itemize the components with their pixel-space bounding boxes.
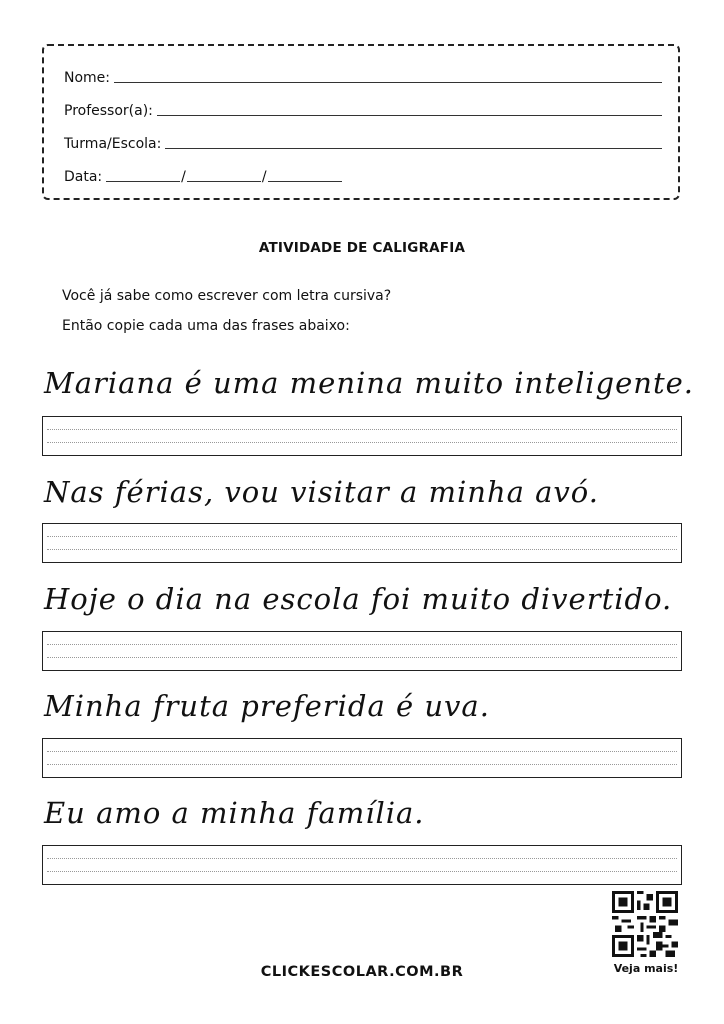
instruction-line: Você já sabe como escrever com letra cursiva? <box>62 288 392 304</box>
instruction-line: Então copie cada uma das frases abaixo: <box>62 318 350 334</box>
teacher-field[interactable] <box>64 97 662 119</box>
qr-code-icon[interactable] <box>612 891 678 957</box>
class-school-label: Turma/Escola: <box>64 136 162 152</box>
name-field[interactable] <box>64 64 662 86</box>
class-school-line[interactable] <box>165 148 662 149</box>
writing-practice-box[interactable] <box>42 416 682 456</box>
model-sentence: Mariana é uma menina muito inteligente. <box>44 366 694 400</box>
date-field[interactable] <box>64 163 342 185</box>
date-label: Data: <box>64 169 103 185</box>
writing-practice-box[interactable] <box>42 523 682 563</box>
writing-practice-box[interactable] <box>42 845 682 885</box>
qr-caption: Veja mais! <box>613 962 679 975</box>
date-separator: / <box>181 169 186 185</box>
date-year-line[interactable] <box>268 181 342 182</box>
class-school-field[interactable] <box>64 130 662 152</box>
date-day-line[interactable] <box>106 181 180 182</box>
date-month-line[interactable] <box>187 181 261 182</box>
teacher-line[interactable] <box>157 115 662 116</box>
student-info-box <box>42 44 680 200</box>
teacher-label: Professor(a): <box>64 103 153 119</box>
date-separator: / <box>261 169 267 185</box>
writing-practice-box[interactable] <box>42 738 682 778</box>
footer-site-url[interactable]: CLICKESCOLAR.COM.BR <box>260 964 464 980</box>
page-title: ATIVIDADE DE CALIGRAFIA <box>258 240 466 256</box>
name-label: Nome: <box>64 70 111 86</box>
model-sentence: Minha fruta preferida é uva. <box>44 689 490 723</box>
model-sentence: Nas férias, vou visitar a minha avó. <box>44 475 599 509</box>
model-sentence: Hoje o dia na escola foi muito divertido. <box>44 582 673 616</box>
writing-practice-box[interactable] <box>42 631 682 671</box>
model-sentence: Eu amo a minha família. <box>44 796 425 830</box>
name-line[interactable] <box>114 82 662 83</box>
